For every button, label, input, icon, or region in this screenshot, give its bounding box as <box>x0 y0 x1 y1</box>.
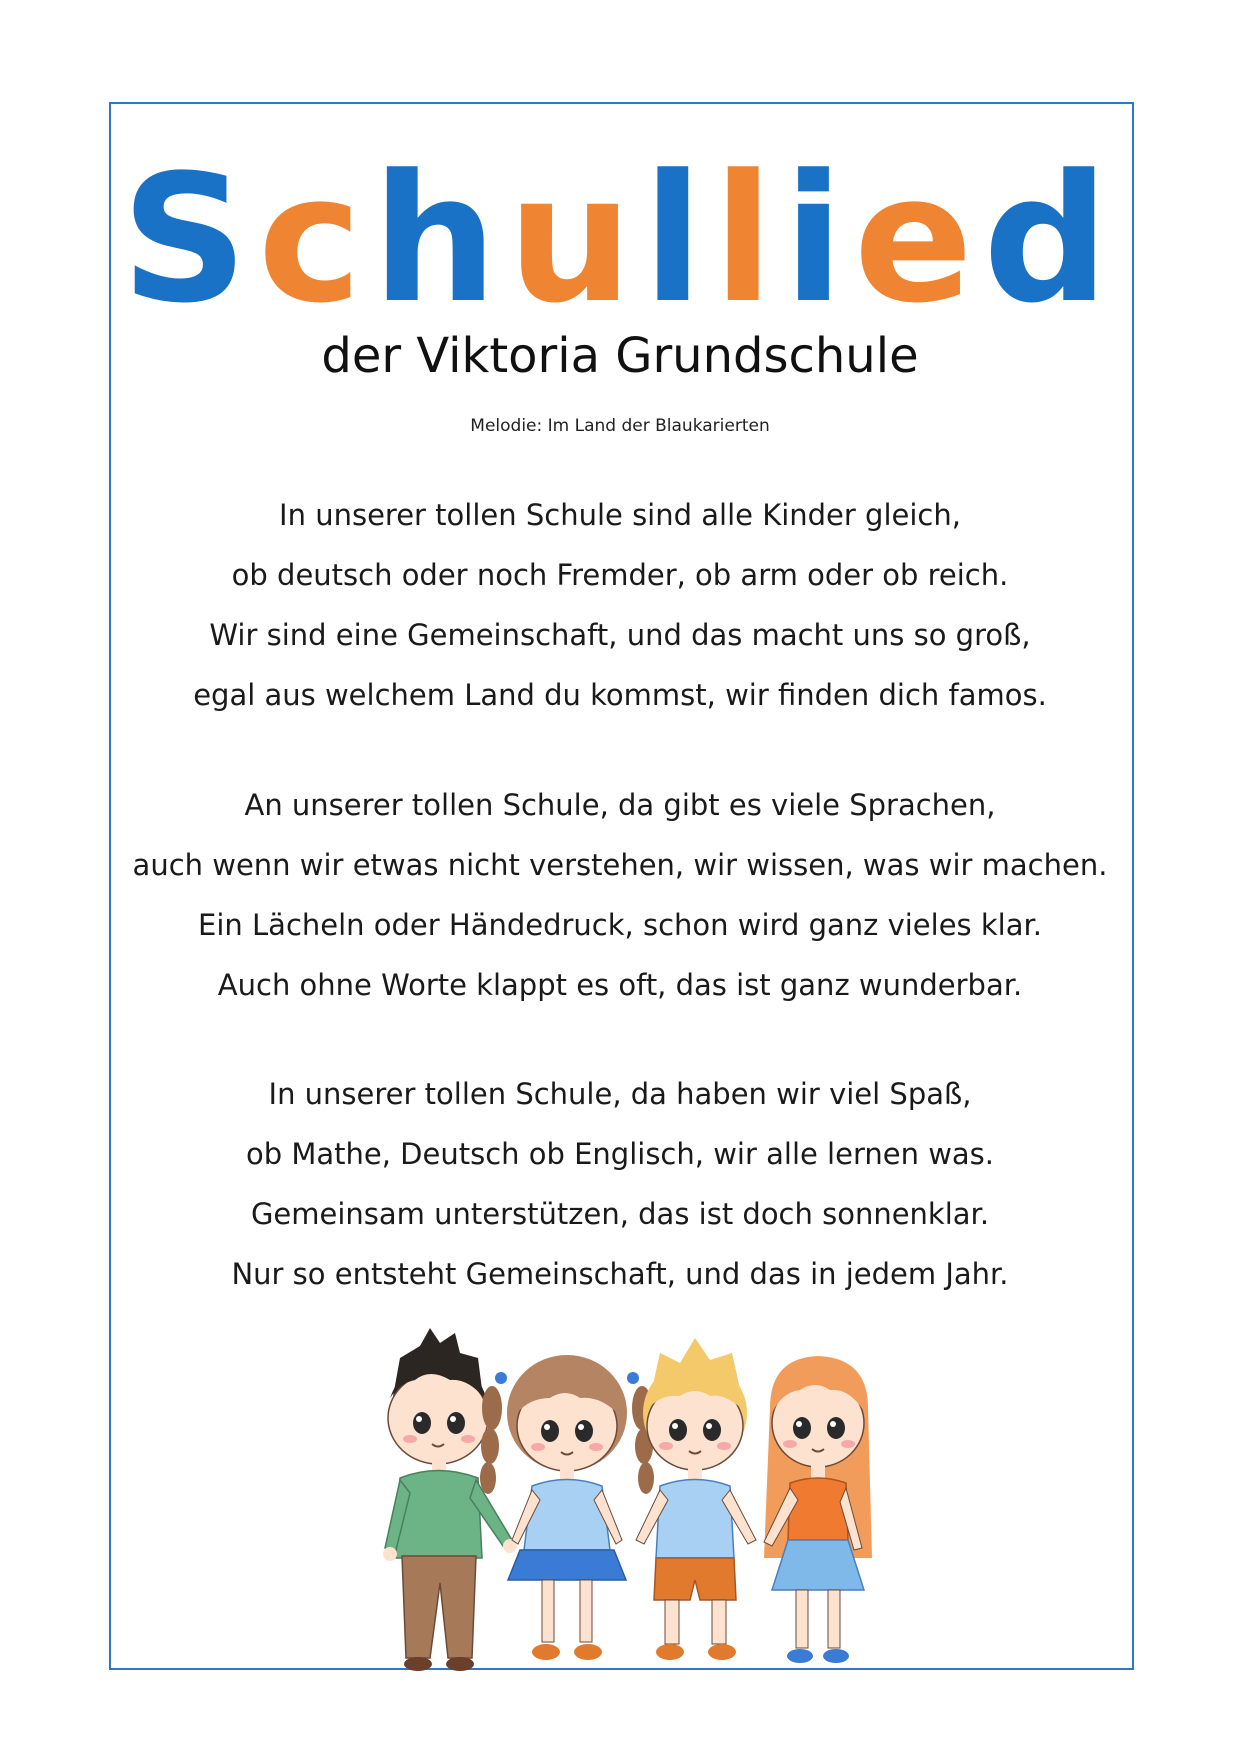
boy-blond-figure <box>636 1338 756 1660</box>
title-letter: S <box>120 137 258 342</box>
verse-line: Auch ohne Worte klappt es oft, das ist ganz wunderbar. <box>217 968 1023 1002</box>
verse-3 <box>0 1064 1240 1304</box>
title-letter: l <box>713 137 784 342</box>
title-letter: h <box>372 137 508 342</box>
verse-line: In unserer tollen Schule sind alle Kinder gleich, <box>279 498 961 532</box>
verse-line: egal aus welchem Land du kommst, wir finden dich famos. <box>193 678 1047 712</box>
verse-line: auch wenn wir etwas nicht verstehen, wir wissen, was wir machen. <box>132 848 1108 882</box>
title-letter: e <box>853 137 984 342</box>
verse-line: Wir sind eine Gemeinschaft, und das macht uns so groß, <box>209 618 1031 652</box>
girl-orange-hair-figure <box>764 1356 872 1663</box>
subtitle: der Viktoria Grundschule <box>321 328 919 384</box>
verse-line: Nur so entsteht Gemeinschaft, und das in jedem Jahr. <box>231 1257 1009 1291</box>
verse-line: Gemeinsam unterstützen, das ist doch sonnenklar. <box>250 1197 990 1231</box>
title-letter: i <box>783 137 854 342</box>
title-letter: d <box>983 137 1120 342</box>
title-letter: u <box>507 137 643 342</box>
title-letter: c <box>257 137 373 342</box>
verse-line: In unserer tollen Schule, da haben wir viel Spaß, <box>268 1077 972 1111</box>
children-illustration <box>360 1318 920 1678</box>
verse-line: An unserer tollen Schule, da gibt es viele Sprachen, <box>244 788 996 822</box>
verse-line: ob Mathe, Deutsch ob Englisch, wir alle lernen was. <box>245 1137 995 1171</box>
page-title <box>0 137 1240 342</box>
title-letter: l <box>642 137 713 342</box>
melody-note: Melodie: Im Land der Blaukarierten <box>470 416 770 436</box>
verse-1 <box>0 485 1240 725</box>
verse-line: ob deutsch oder noch Fremder, ob arm oder ob reich. <box>231 558 1009 592</box>
girl-braids-figure <box>480 1355 654 1660</box>
verse-line: Ein Lächeln oder Händedruck, schon wird ganz vieles klar. <box>198 908 1042 942</box>
verse-2 <box>0 775 1240 1015</box>
